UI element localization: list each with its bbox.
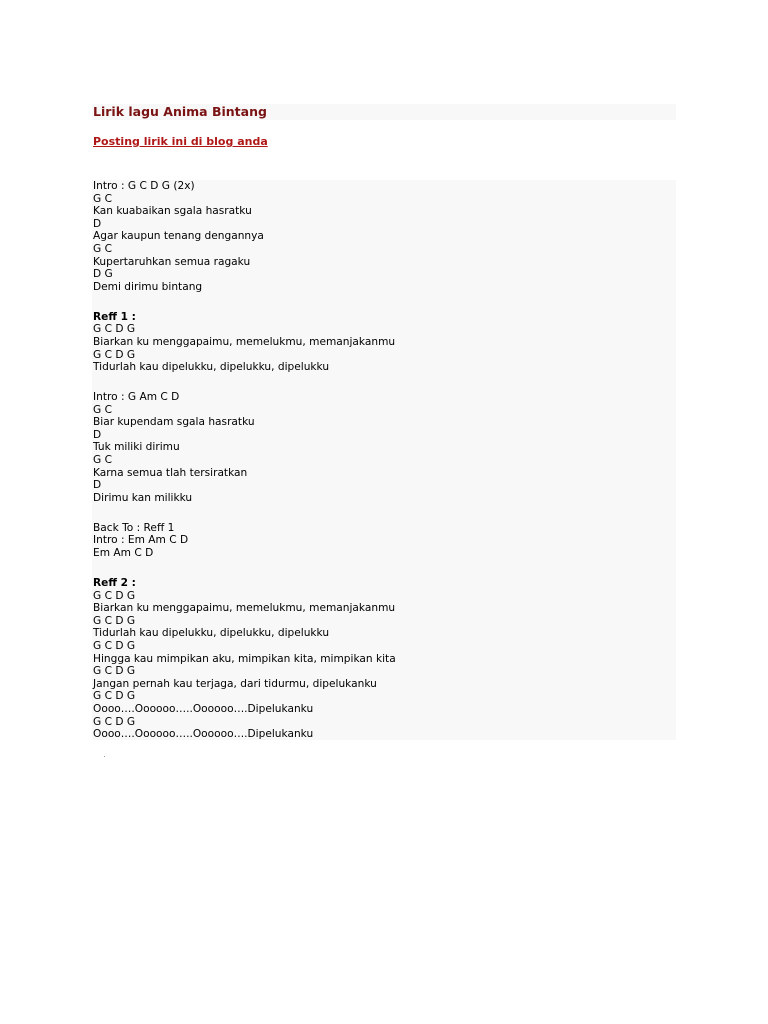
lyric-line: G C (93, 454, 112, 467)
lyric-line: Hingga kau mimpikan aku, mimpikan kita, mimpikan kita (93, 652, 396, 665)
lyric-line: Em Am C D (93, 547, 154, 560)
lyric-line: Oooo….Oooooo…..Oooooo….Dipelukanku (93, 702, 314, 715)
lyric-line: Kupertaruhkan semua ragaku (93, 255, 251, 268)
lyric-line: D (93, 428, 102, 441)
lyric-line: G C D G (93, 639, 136, 652)
lyric-line: Biarkan ku menggapaimu, memelukmu, memanjakanmu (93, 335, 396, 348)
lyric-line: Dirimu kan milikku (93, 491, 193, 504)
lyric-line: Kan kuabaikan sgala hasratku (93, 205, 252, 218)
lyric-line: Karna semua tlah tersiratkan (93, 466, 248, 479)
lyric-line: G C D G (93, 690, 136, 703)
title-bar (92, 104, 676, 120)
lyric-line: D (93, 479, 102, 492)
lyric-spacer (93, 374, 396, 391)
lyric-line: Demi dirimu bintang (93, 280, 203, 293)
lyric-line: Intro : G C D G (2x) (93, 180, 195, 192)
lyric-line: Oooo….Oooooo…..Oooooo….Dipelukanku (93, 728, 314, 741)
lyric-line: G C D G (93, 348, 136, 361)
lyric-line: G C (93, 403, 112, 416)
decorative-dot (104, 756, 105, 757)
lyric-line: Back To : Reff 1 (93, 521, 175, 534)
lyric-line: D G (93, 268, 113, 281)
lyric-spacer (93, 560, 396, 577)
lyric-line: Tidurlah kau dipelukku, dipelukku, dipelukku (93, 627, 330, 640)
lyric-line: Biarkan ku menggapaimu, memelukmu, memanjakanmu (93, 602, 396, 615)
lyrics-panel (92, 180, 676, 740)
lyrics-text (93, 180, 396, 741)
lyric-line: Intro : Em Am C D (93, 534, 189, 547)
lyric-line: G C D G (93, 715, 136, 728)
lyric-line: Jangan pernah kau terjaga, dari tidurmu, dipelukanku (93, 677, 377, 690)
lyric-line: G C D G (93, 323, 136, 336)
lyric-line: G C D G (93, 614, 136, 627)
lyric-line: Tuk miliki dirimu (93, 441, 180, 454)
lyric-line: Tidurlah kau dipelukku, dipelukku, dipelukku (93, 361, 330, 374)
lyric-line: G C (93, 242, 112, 255)
lyric-line: G C D G (93, 665, 136, 678)
lyric-line: D (93, 217, 102, 230)
lyric-line: Agar kaupun tenang dengannya (93, 230, 264, 243)
post-to-blog-link[interactable]: Posting lirik ini di blog anda (93, 135, 268, 148)
lyric-line: Biar kupendam sgala hasratku (93, 416, 255, 429)
lyric-line: G C D G (93, 589, 136, 602)
page-title: Lirik lagu Anima Bintang (93, 104, 267, 119)
lyric-line: Intro : G Am C D (93, 391, 180, 404)
lyric-line: G C (93, 192, 112, 205)
lyric-section-heading: Reff 1 : (93, 310, 136, 323)
lyric-spacer (93, 293, 396, 310)
lyric-spacer (93, 504, 396, 521)
lyric-section-heading: Reff 2 : (93, 577, 136, 589)
